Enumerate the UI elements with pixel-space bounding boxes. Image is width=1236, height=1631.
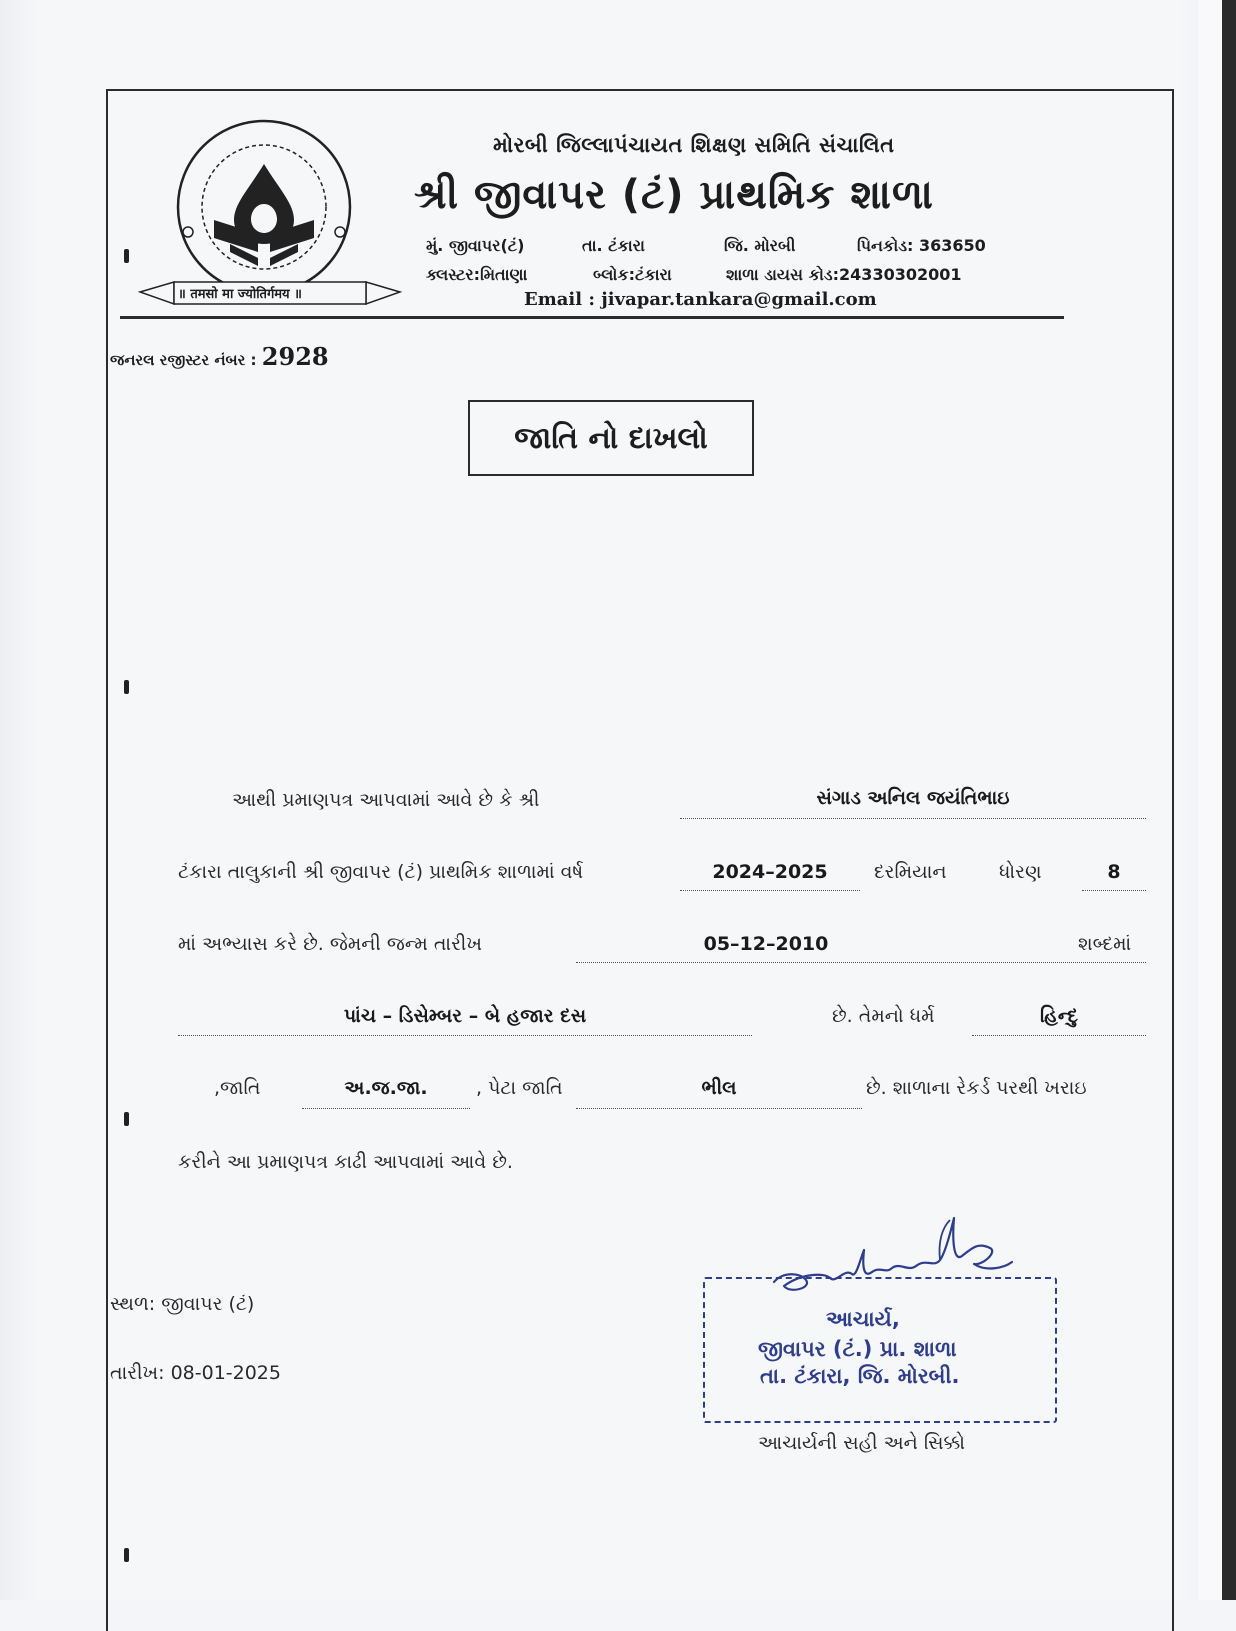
- year-line: [680, 890, 860, 891]
- place: સ્થળ: જીવાપર (ટં): [110, 1293, 255, 1315]
- register-label: જનરલ રજીસ્ટર નંબર :: [110, 351, 257, 369]
- date: તારીખ: 08-01-2025: [110, 1362, 281, 1384]
- standard-value: 8: [1107, 861, 1121, 883]
- block: બ્લોક:ટંકારા: [593, 265, 672, 284]
- dise-code: શાળા ડાયસ કોડ:24330302001: [726, 265, 962, 284]
- header-subtitle: મોરબી જિલ્લાપંચાયત શિક્ષણ સમિતિ સંચાલિત: [493, 133, 895, 157]
- line3-prefix: માં અભ્યાસ કરે છે. જેમની જન્મ તારીખ: [178, 933, 482, 955]
- in-words-label: શબ્દમાં: [1078, 933, 1132, 955]
- subcaste-value: ભીલ: [701, 1077, 737, 1099]
- certificate-title: જાતિ નો દાખલો: [468, 400, 754, 476]
- line6-text: કરીને આ પ્રમાણપત્ર કાઢી આપવામાં આવે છે.: [178, 1151, 513, 1173]
- cluster: ક્લસ્ટર:મિતાણા: [426, 265, 528, 284]
- logo-motto: ॥ तमसो मा ज्योतिर्गमय ॥: [178, 287, 302, 302]
- standard-label: ધોરણ: [999, 861, 1042, 883]
- academic-year: 2024–2025: [712, 861, 828, 883]
- line1-prefix: આથી પ્રમાણપત્ર આપવામાં આવે છે કે શ્રી: [232, 789, 540, 811]
- dob-line: [576, 962, 1146, 963]
- pincode: પિનકોડ: 363650: [857, 236, 986, 255]
- scan-mark: [124, 1112, 129, 1126]
- student-name: સંગાડ અનિલ જયંતિભાઇ: [816, 787, 1010, 809]
- dob-words-line: [178, 1035, 752, 1036]
- principal-signature: [760, 1212, 1020, 1308]
- stamp-line-2: જીવાપર (ટં.) પ્રા. શાળા: [758, 1337, 957, 1361]
- school-name: શ્રી જીવાપર (ટં) પ્રાથમિક શાળા: [414, 172, 934, 218]
- scan-edge-dark: [1222, 0, 1236, 1600]
- standard-line: [1082, 890, 1146, 891]
- religion-line: [972, 1035, 1146, 1036]
- line2-prefix: ટંકારા તાલુકાની શ્રી જીવાપર (ટં) પ્રાથમિક શાળામાં વર્ષ: [178, 861, 584, 883]
- religion-label: છે. તેમનો ધર્મ: [832, 1005, 935, 1027]
- village: મું. જીવાપર(ટં): [426, 236, 525, 255]
- district: જિ. મોરબી: [724, 236, 796, 255]
- scan-edge-light: [1198, 0, 1222, 1600]
- school-email: Email : jivapar.tankara@gmail.com: [524, 289, 877, 310]
- signature-caption: આચાર્યની સહી અને સિક્કો: [758, 1432, 965, 1454]
- caste-line: [302, 1108, 470, 1109]
- date-of-birth: 05–12–2010: [703, 933, 829, 955]
- scan-mark: [124, 1548, 129, 1562]
- scan-mark: [124, 680, 129, 694]
- taluka: તા. ટંકારા: [582, 236, 645, 255]
- stamp-line-1: આચાર્ય,: [826, 1307, 900, 1331]
- header-divider: [120, 316, 1064, 319]
- stamp-line-3: તા. ટંકારા, જિ. મોરબી.: [760, 1364, 960, 1388]
- subcaste-line: [576, 1108, 862, 1109]
- caste-value: અ.જ.જા.: [344, 1077, 428, 1099]
- student-name-line: [680, 818, 1146, 819]
- scan-mark: [124, 249, 129, 263]
- register-number: 2928: [261, 342, 329, 371]
- subcaste-label: , પેટા જાતિ: [476, 1077, 563, 1099]
- school-logo: [130, 112, 410, 312]
- register-number-row: [110, 342, 329, 371]
- during-label: દરમિયાન: [874, 861, 947, 883]
- line5-suffix: છે. શાળાના રેકર્ડ પરથી ખરાઇ: [866, 1077, 1087, 1099]
- caste-label: ,જાતિ: [214, 1077, 261, 1099]
- religion-value: હિન્દુ: [1040, 1005, 1078, 1027]
- dob-in-words: પાંચ – ડિસેમ્બર – બે હજાર દસ: [343, 1005, 587, 1027]
